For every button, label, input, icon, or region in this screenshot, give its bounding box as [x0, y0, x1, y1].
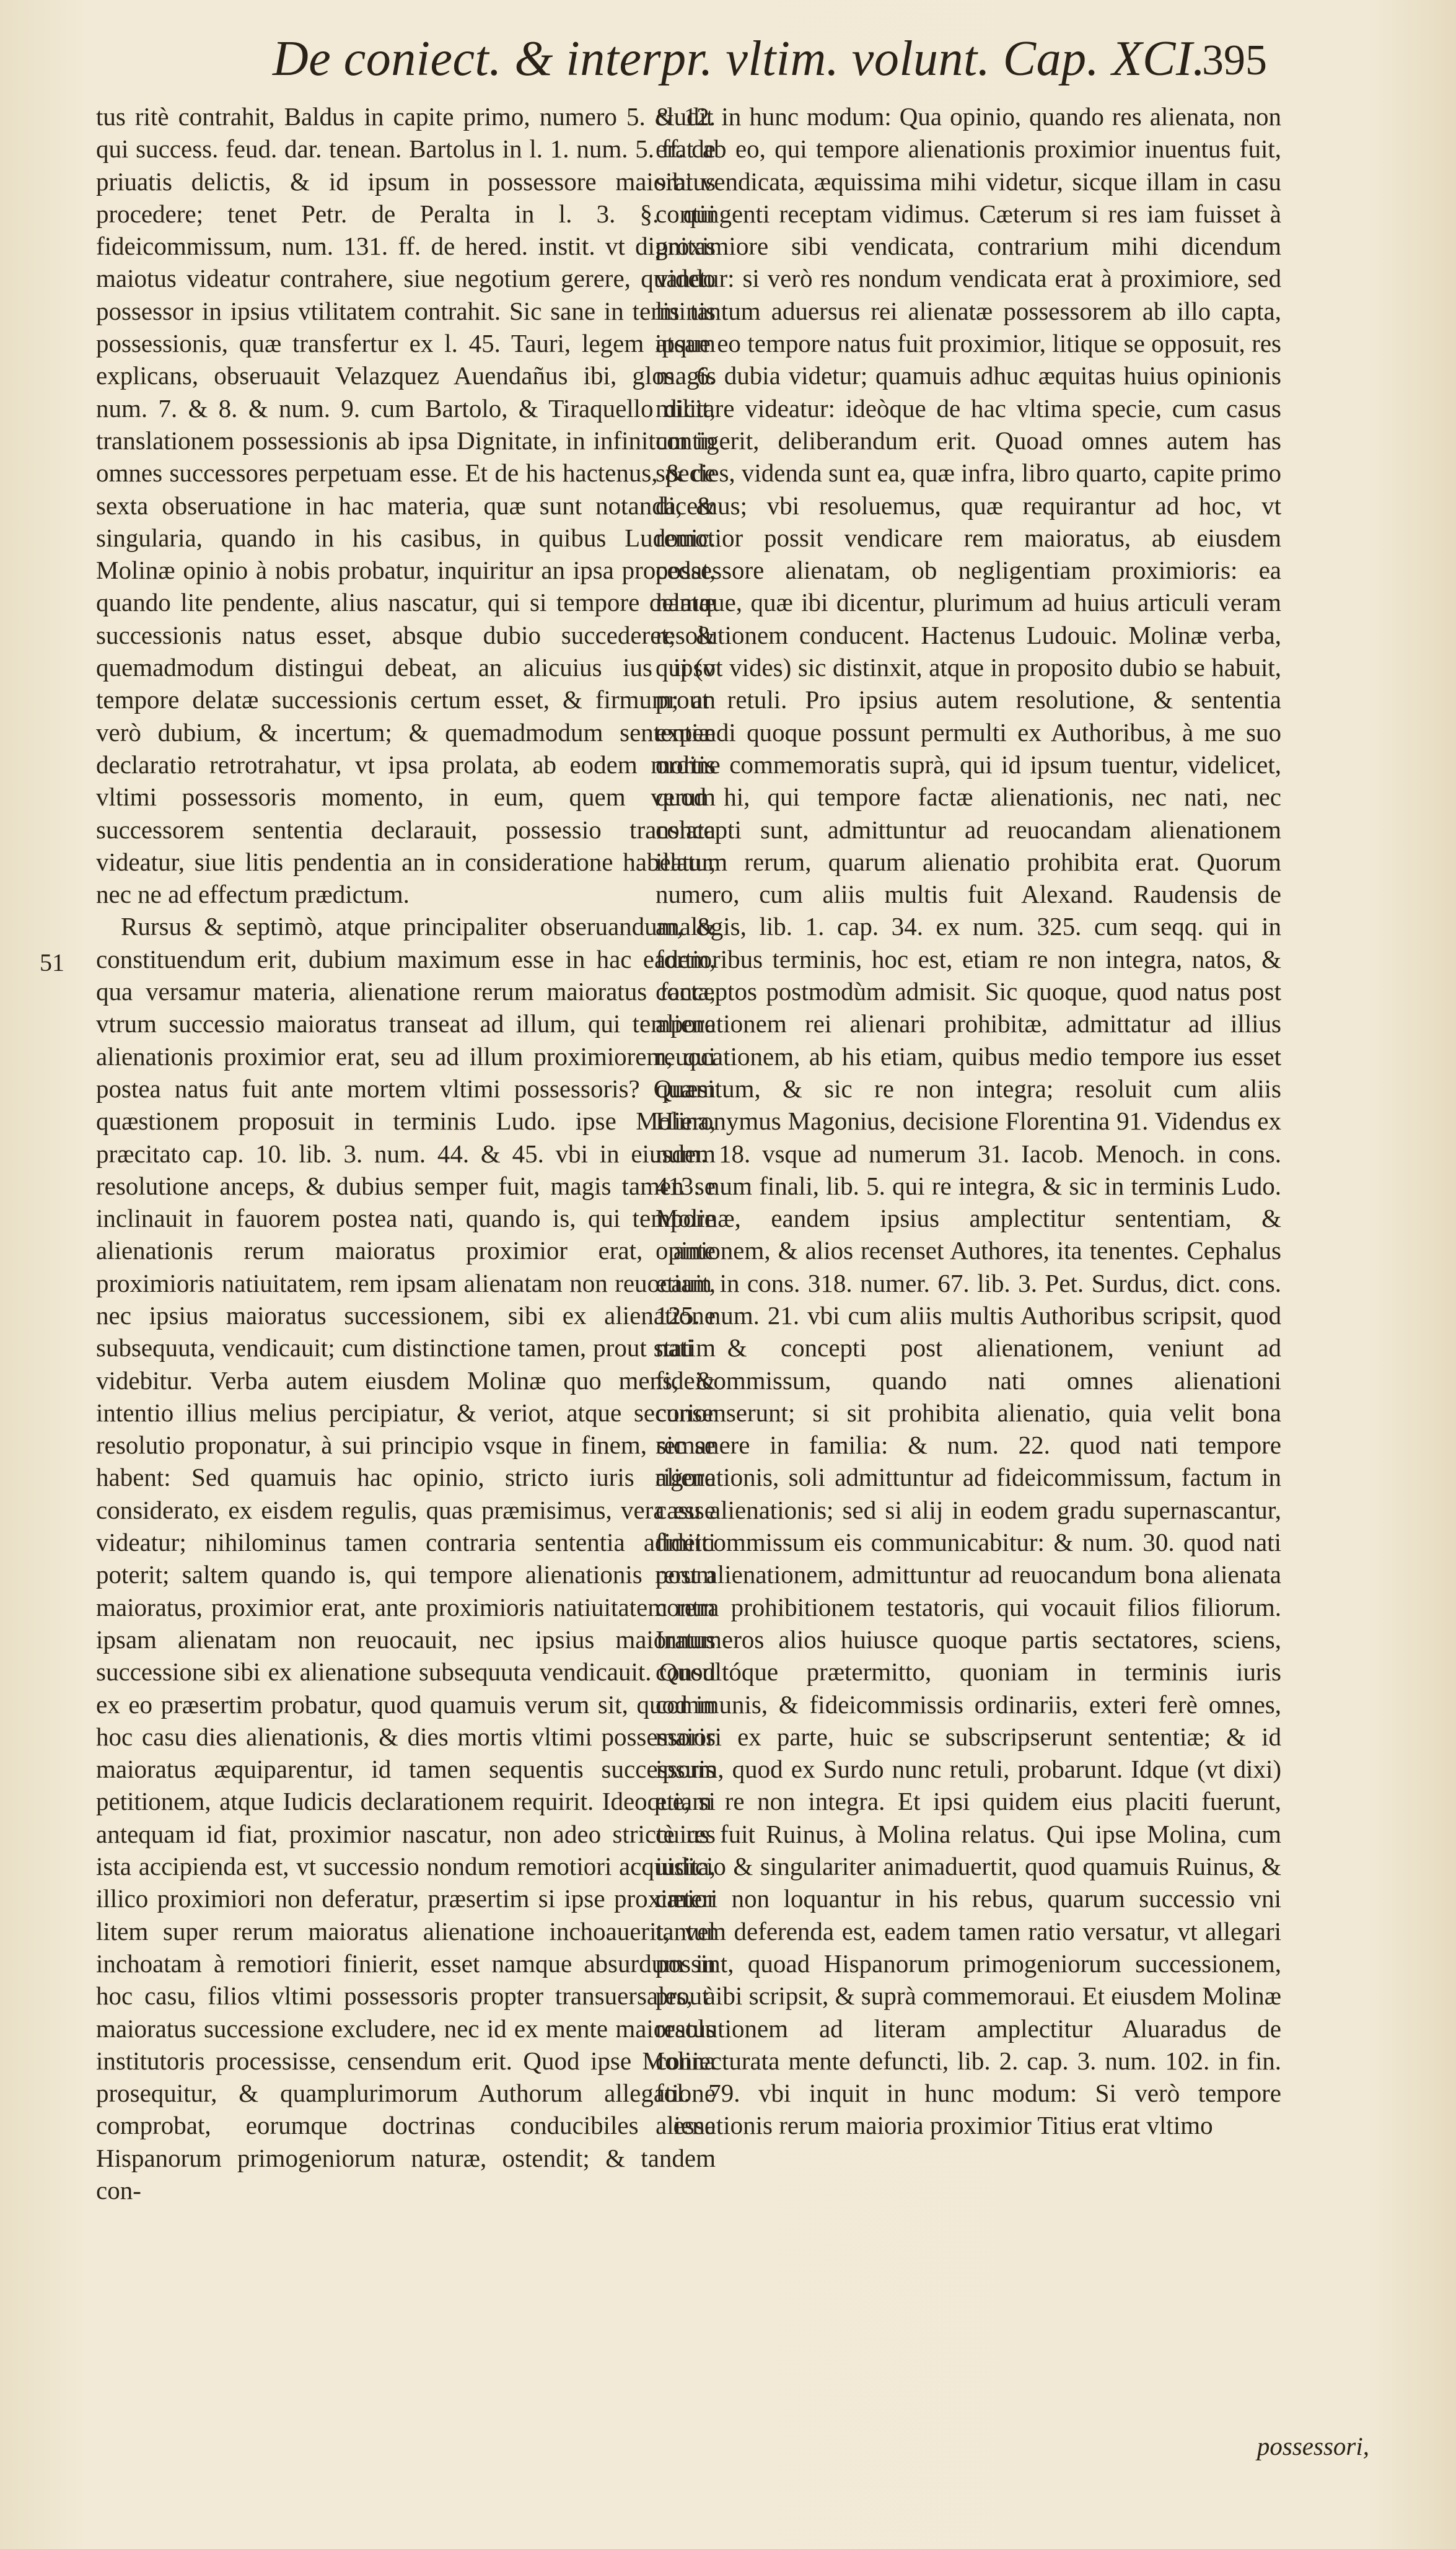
left-column	[96, 100, 716, 2206]
right-column	[656, 100, 1281, 2142]
page-number: 395	[1202, 37, 1267, 84]
left-paragraph-1: tus ritè contrahit, Baldus in capite primo, numero 5. & 12. qui success. feud. dar. tenean. Bartolus in l. 1. num. 5. ff. de priuatis delictis, & id ipsum in possessore maioratus procedere; tenet Petr. de Peralta in l. 3. §. qui fideicommissum, num. 131. ff. de hered. instit. vt dignitas maiotus videatur contrahere, siue negotium gerere, quando possessor in ipsius vtilitatem contrahit. Sic sane in terminis possessionis, quæ transfertur ex l. 45. Tauri, legem ipsam explicans, obseruauit Velazquez Auendañus ibi, glos. 6. num. 7. & 8. & num. 9. cum Bartolo, & Tiraquello dicit, translationem possessionis ab ipsa Dignitate, in infinitum in omnes successores perpetuam esse. Et de his hactenus, & de sexta obseruatione in hac materia, quæ sunt notanda, & singularia, quando in his casibus, in quibus Ludouic. Molinæ opinio à nobis probatur, inquiritur an ipsa procedat, quando lite pendente, alius nascatur, qui si tempore delatæ successionis natus esset, absque dubio succederet; & quemadmodum distingui debeat, an alicuius ius ipso tempore delatæ successionis certum esset, & firmum; an verò dubium, & incertum; & quemadmodum sententiæ declaratio retrotrahatur, vt ipsa prolata, ab eodem mortis vltimi possessoris momento, in eum, quem verum successorem sententia declarauit, possessio translata videatur, siue litis pendentia an in consideratione habeatur, nec ne ad effectum prædictum.	[96, 102, 716, 909]
right-paragraph-1: cludit in hunc modum: Qua opinio, quando res alienata, non erat ab eo, qui tempore alienationis proximior inuentus fuit, sibi vendicata, æquissima mihi videtur, sicque illam in casu contingenti receptam vidimus. Cæterum si res iam fuisset à proximiore sibi vendicata, contrarium mihi dicendum videtur: si verò res nondum vendicata erat à proximiore, sed lis tantum aduersus rei alienatæ possessorem ab illo capta, atque eo tempore natus fuit proximior, litique se opposuit, res magis dubia videtur; quamuis adhuc æquitas huius opinionis militare videatur: ideòque de hac vltima specie, cum casus contigerit, deliberandum erit. Quoad omnes autem has species, videnda sunt ea, quæ infra, libro quarto, capite primo dicemus; vbi resoluemus, quæ requirantur ad hoc, vt remotior possit vendicare rem maioratus, ab eiusdem possessore alienatam, ob negligentiam proximioris: ea namque, quæ ibi dicentur, plurimum ad huius articuli veram resolutionem conducent. Hactenus Ludouic. Molinæ verba, qui (vt vides) sic distinxit, atque in proposito dubio se habuit, prout retuli. Pro ipsius autem resolutione, & sententia expendi quoque possunt permulti ex Authoribus, à me suo ordine commemoratis suprà, qui id ipsum tuentur, videlicet, quod hi, qui tempore factæ alienationis, nec nati, nec concepti sunt, admittuntur ad reuocandam alienationem illatum rerum, quarum alienatio prohibita erat. Quorum numero, cum aliis multis fuit Alexand. Raudensis de analogis, lib. 1. cap. 34. ex num. 325. cum seqq. qui in fortioribus terminis, hoc est, etiam re non integra, natos, & conceptos postmodùm admisit. Sic quoque, quod natus post alienationem rei alienari prohibitæ, admittatur ad illius reuocationem, ab his etiam, quibus medio tempore ius esset quæsitum, & sic re non integra; resoluit cum aliis Hieronymus Magonius, decisione Florentina 91. Videndus ex num. 18. vsque ad numerum 31. Iacob. Menoch. in cons. 413. num finali, lib. 5. qui re integra, & sic in terminis Ludo. Molinæ, eandem ipsius amplectitur sententiam, & opinionem, & alios recenset Authores, ita tenentes. Cephalus etiam in cons. 318. numer. 67. lib. 3. Pet. Surdus, dict. cons. 125. num. 21. vbi cum aliis multis Authoribus scripsit, quod nati & concepti post alienationem, veniunt ad fideicommissum, quando nati omnes alienationi consenserunt; si sit prohibita alienatio, quia velit bona remanere in familia: & num. 22. quod nati tempore alienationis, soli admittuntur ad fideicommissum, factum in casu alienationis; sed si alij in eodem gradu supernascantur, fideicommissum eis communicabitur: & num. 30. quod nati post alienationem, admittuntur ad reuocandum bona alienata contra prohibitionem testatoris, qui vocauit filios filiorum. Innumeros alios huiusce quoque partis sectatores, sciens, consultóque prætermitto, quoniam in terminis iuris communis, & fideicommissis ordinariis, exteri ferè omnes, maiori ex parte, huic se subscripserunt sententiæ; & id ipsum, quod ex Surdo nunc retuli, probarunt. Idque (vt dixi) etiam re non integra. Et ipsi quidem eius placiti fuerunt, cuius fuit Ruinus, à Molina relatus. Qui ipse Molina, cum iudicio & singulariter animaduertit, quod quamuis Ruinus, & cæteri non loquantur in his rebus, quarum successio vni tantum deferenda est, eadem tamen ratio versatur, vt allegari possint, quoad Hispanorum primogeniorum successionem, prout ibi scripsit, & suprà commemoraui. Et eiusdem Molinæ resolutionem ad literam amplectitur Aluaradus de coniecturata mente defuncti, lib. 2. cap. 3. num. 102. in fin. fol. 79. vbi inquit in hunc modum: Si verò tempore alienationis rerum maioria proximior Titius erat vltimo	[656, 102, 1281, 2140]
catchword: possessori,	[1256, 2432, 1369, 2460]
margin-section-number: 51	[40, 949, 64, 976]
page-header	[273, 31, 1363, 99]
left-paragraph-2: Rursus & septimò, atque principaliter obseruandum, & constituendum erit, dubium maximum esse in hac eadem, qua versamur materia, alienatione rerum maioratus facta, vtrum successio maioratus transeat ad illum, qui tempore alienationis proximior erat, seu ad illum proximiorem, qui postea natus fuit ante mortem vltimi possessoris? Quam quæstionem proposuit in terminis Ludo. ipse Molina, præcitato cap. 10. lib. 3. num. 44. & 45. vbi in eiusdem resolutione anceps, & dubius semper fuit, magis tamen se inclinauit in fauorem postea nati, quando is, qui tempore alienationis rerum maioratus proximior erat, ante proximioris natiuitatem, rem ipsam alienatam non reuocauit, nec ipsius maioratus successionem, sibi ex alienatione subsequuta, vendicauit; cum distinctione tamen, prout statim videbitur. Verba autem eiusdem Molinæ quo mens, & intentio illius melius percipiatur, & veriot, atque securior resolutio proponatur, à sui principio vsque in finem, sic se habent: Sed quamuis hac opinio, stricto iuris rigore considerato, ex eisdem regulis, quas præmisimus, vera esse videatur; nihilominus tamen contraria sententia admitti poterit; saltem quando is, qui tempore alienationis rerum maioratus, proximior erat, ante proximioris natiuitatem rem ipsam alienatam non reuocauit, nec ipsius maioratus successione sibi ex alienatione subsequuta vendicauit. Quod ex eo præsertim probatur, quod quamuis verum sit, quod in hoc casu dies alienationis, & dies mortis vltimi possessoris maioratus æquiparentur, id tamen sequentis successoris petitionem, atque Iudicis declarationem requirit. Ideoque, si antequam id fiat, proximior nascatur, non adeo strictè res ista accipienda est, vt successio nondum remotiori acquisita, illico proximiori non deferatur, præsertim si ipse proximior litem super rerum maioratus alienatione inchoauerit, vel inchoatam à remotiori finierit, esset namque absurdum in hoc casu, filios vltimi possessoris propter transuersales, à maioratus successione excludere, nec id ex mente maioratus institutoris processisse, censendum erit. Quod ipse Molina prosequitur, & quamplurimorum Authorum allegatione comprobat, eorumque doctrinas conducibiles esse Hispanorum primogeniorum naturæ, ostendit; & tandem con-	[96, 912, 716, 2205]
running-title: De coniect. & interpr. vltim. volunt. Cap. XCI.	[273, 32, 1206, 86]
